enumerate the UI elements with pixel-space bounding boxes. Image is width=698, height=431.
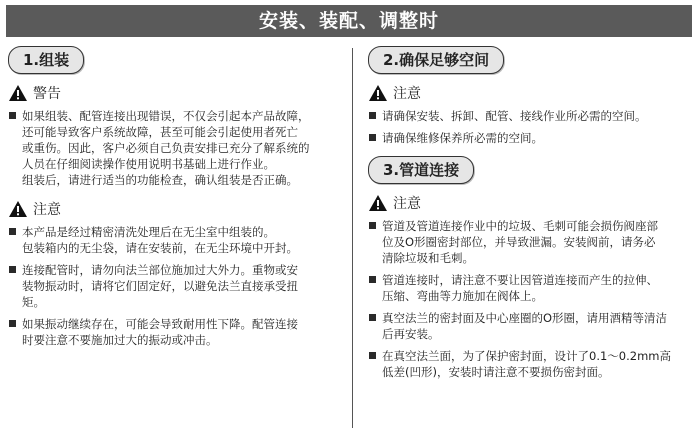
column-divider [352,48,353,428]
list-item-line: 管道连接时，请注意不要让因管道连接而产生的拉伸、 [382,273,658,287]
caution-heading [8,198,340,220]
list-item-line: 还可能导致客户系统故障，甚至可能会引起使用者死亡 [22,125,298,139]
list-item-line: 位及O形圈密封部位，并导致泄漏。安装阀前，请务必 [382,235,656,249]
warning-icon [8,84,28,102]
list-item [368,310,690,342]
warning-label: 警告 [33,86,61,102]
list-item-line: 如果振动继续存在，可能会导致耐用性下降。配管连接 [22,317,298,331]
list-item [368,272,690,304]
right-column [368,46,690,386]
caution-icon [8,200,28,218]
caution-heading-space [368,82,690,104]
space-list [368,108,690,146]
list-item-line: 装物振动时，请将它们固定好，以避免法兰直接承受扭 [22,279,298,293]
warning-heading [8,82,340,104]
list-item-line: 压缩、弯曲等力施加在阀体上。 [382,289,543,303]
caution-heading-piping [368,192,690,214]
list-item [368,218,690,266]
caution-label: 注意 [393,86,421,102]
list-item-line: 请确保维修保养所必需的空间。 [382,131,543,145]
list-item-line: 请确保安装、拆卸、配管、接线作业所必需的空间。 [382,109,647,123]
list-item-line: 人员在仔细阅读操作使用说明书基础上进行作业。 [22,157,275,171]
list-item-line: 连接配管时，请勿向法兰部位施加过大外力。重物或安 [22,263,298,277]
list-item-line: 低差(凹形)，安装时请注意不要损伤密封面。 [382,365,610,379]
list-item-line: 或重伤。因此，客户必须自己负责安排已充分了解系统的 [22,141,310,155]
list-item [8,108,340,188]
list-item [8,262,340,310]
list-item [8,316,340,348]
list-item-line: 矩。 [22,295,45,309]
list-item-line: 清除垃圾和毛刺。 [382,251,474,265]
list-item [368,108,690,124]
list-item-line: 包装箱内的无尘袋，请在安装前，在无尘环境中开封。 [22,241,298,255]
list-item-line: 真空法兰的密封面及中心座圈的O形圈，请用酒精等清洁 [382,311,668,325]
caution-icon [368,84,388,102]
caution-label: 注意 [33,202,61,218]
list-item [8,224,340,256]
list-item-line: 在真空法兰面，为了保护密封面，设计了0.1～0.2mm高 [382,349,671,363]
caution-icon [368,194,388,212]
left-column [8,46,340,354]
list-item-line: 如果组装、配管连接出现错误，不仅会引起本产品故障， [22,109,310,123]
list-item [368,130,690,146]
list-item-line: 管道及管道连接作业中的垃圾、毛刺可能会损伤阀座部 [382,219,658,233]
section-title-piping: 3.管道连接 [368,156,474,184]
page-title: 安装、装配、调整时 [6,5,692,37]
warning-list [8,108,340,188]
list-item-line: 本产品是经过精密清洗处理后在无尘室中组装的。 [22,225,275,239]
section-title-space: 2.确保足够空间 [368,46,504,74]
caution-label: 注意 [393,196,421,212]
list-item-line: 后再安装。 [382,327,440,341]
caution-list [8,224,340,348]
list-item-line: 时要注意不要施加过大的振动或冲击。 [22,333,218,347]
section-title-assembly: 1.组装 [8,46,84,74]
list-item [368,348,690,380]
list-item-line: 组装后，请进行适当的功能检查，确认组装是否正确。 [22,173,298,187]
piping-list [368,218,690,380]
